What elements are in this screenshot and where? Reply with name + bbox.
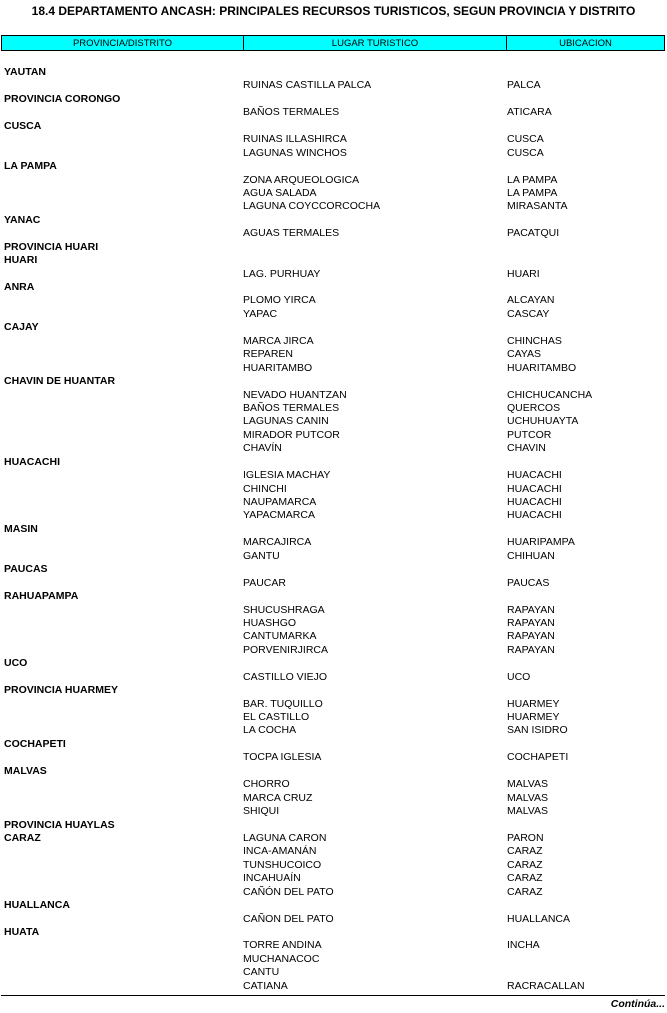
tourist-place-cell: INCAHUAÍN xyxy=(243,872,301,885)
tourist-place-cell: CANTU xyxy=(243,966,280,979)
table-row xyxy=(0,362,667,375)
table-row xyxy=(0,711,667,724)
table-row xyxy=(0,778,667,791)
table-row xyxy=(0,845,667,858)
table-row xyxy=(0,308,667,321)
table-row xyxy=(0,321,667,334)
tourist-place-cell: MUCHANACOC xyxy=(243,952,320,965)
province-district-cell: UCO xyxy=(4,657,28,670)
tourist-place-cell: LA COCHA xyxy=(243,724,297,737)
province-district-cell: PROVINCIA HUARMEY xyxy=(4,684,118,697)
tourist-place-cell: AGUA SALADA xyxy=(243,186,317,199)
province-district-cell: YANAC xyxy=(4,213,41,226)
location-cell: HUARITAMBO xyxy=(507,361,577,374)
page-title: 18.4 DEPARTAMENTO ANCASH: PRINCIPALES RECURSOS TURISTICOS, SEGUN PROVINCIA Y DISTRITO xyxy=(31,4,636,18)
tourist-place-cell: GANTU xyxy=(243,549,280,562)
table-row xyxy=(0,899,667,912)
tourist-place-cell: PLOMO YIRCA xyxy=(243,294,316,307)
location-cell: CHINCHAS xyxy=(507,334,562,347)
table-row xyxy=(0,375,667,388)
table-row xyxy=(0,724,667,737)
tourist-place-cell: INCA-AMANÁN xyxy=(243,845,317,858)
tourist-place-cell: BAR. TUQUILLO xyxy=(243,697,323,710)
location-cell: PAUCAS xyxy=(507,576,550,589)
tourist-place-cell: RUINAS ILLASHIRCA xyxy=(243,133,347,146)
table-row xyxy=(0,348,667,361)
location-cell: HUALLANCA xyxy=(507,912,571,925)
table-row xyxy=(0,93,667,106)
location-cell: UCHUHUAYTA xyxy=(507,415,579,428)
table-row xyxy=(0,980,667,993)
province-district-cell: MALVAS xyxy=(4,764,47,777)
table-row xyxy=(0,630,667,643)
table-bottom-rule xyxy=(1,995,665,996)
tourist-place-cell: HUARITAMBO xyxy=(243,361,313,374)
province-district-cell: PROVINCIA HUARI xyxy=(4,240,99,253)
table-row xyxy=(0,563,667,576)
tourist-place-cell: PORVENIRJIRCA xyxy=(243,643,328,656)
table-row xyxy=(0,751,667,764)
table-row xyxy=(0,187,667,200)
tourist-place-cell: RUINAS CASTILLA PALCA xyxy=(243,79,372,92)
table-row xyxy=(0,577,667,590)
location-cell: LA PAMPA xyxy=(507,186,558,199)
table-row xyxy=(0,966,667,979)
table-row xyxy=(0,120,667,133)
table-row xyxy=(0,765,667,778)
tourist-place-cell: AGUAS TERMALES xyxy=(243,227,340,240)
province-district-cell: CAJAY xyxy=(4,321,39,334)
table-row xyxy=(0,389,667,402)
location-cell: CUSCA xyxy=(507,133,544,146)
table-row xyxy=(0,872,667,885)
location-cell: HUACACHI xyxy=(507,509,562,522)
table-row xyxy=(0,200,667,213)
province-district-cell: PROVINCIA CORONGO xyxy=(4,92,121,105)
table-row xyxy=(0,738,667,751)
province-district-cell: HUARI xyxy=(4,254,38,267)
column-header-ubicacion: UBICACION xyxy=(559,38,612,49)
column-header-lugar: LUGAR TURISTICO xyxy=(244,36,507,50)
table-row xyxy=(0,926,667,939)
location-cell: RAPAYAN xyxy=(507,630,555,643)
table-row xyxy=(0,241,667,254)
location-cell: RAPAYAN xyxy=(507,603,555,616)
province-district-cell: LA PAMPA xyxy=(4,160,57,173)
location-cell: SAN ISIDRO xyxy=(507,724,568,737)
province-district-cell: YAUTAN xyxy=(4,66,47,78)
province-district-cell: CUSCA xyxy=(4,119,42,132)
table-row xyxy=(0,483,667,496)
province-district-cell: ANRA xyxy=(4,281,35,293)
location-cell: PACATQUI xyxy=(507,227,560,240)
tourist-place-cell: CATIANA xyxy=(243,979,288,992)
location-cell: RAPAYAN xyxy=(507,616,555,629)
tourist-place-cell: HUASHGO xyxy=(243,616,297,629)
location-cell: INCHA xyxy=(507,939,540,952)
location-cell: RACRACALLAN xyxy=(507,979,585,992)
table-row xyxy=(0,684,667,697)
table-row xyxy=(0,160,667,173)
table-row xyxy=(0,604,667,617)
table-row xyxy=(0,523,667,536)
tourist-place-cell: ZONA ARQUEOLOGICA xyxy=(243,173,360,186)
location-cell: MALVAS xyxy=(507,805,549,818)
tourist-place-cell: MARCAJIRCA xyxy=(243,536,312,549)
location-cell: CARAZ xyxy=(507,872,543,885)
province-district-cell: PAUCAS xyxy=(4,563,48,576)
table-row xyxy=(0,953,667,966)
table-row xyxy=(0,550,667,563)
table-row xyxy=(0,657,667,670)
tourist-place-cell: IGLESIA MACHAY xyxy=(243,469,331,482)
location-cell: UCO xyxy=(507,670,531,683)
tourist-place-cell: LAGUNAS CANIN xyxy=(243,415,329,428)
table-row xyxy=(0,496,667,509)
tourist-place-cell: YAPAC xyxy=(243,307,278,320)
table-row xyxy=(0,66,667,79)
continues-note: Continúa... xyxy=(610,998,665,1010)
tourist-place-cell: SHUCUSHRAGA xyxy=(243,603,325,616)
tourist-place-cell: MARCA CRUZ xyxy=(243,791,313,804)
table-row xyxy=(0,402,667,415)
location-cell: PARON xyxy=(507,831,544,844)
province-district-cell: HUACACHI xyxy=(4,455,60,468)
table-row xyxy=(0,254,667,267)
table-row xyxy=(0,429,667,442)
table-row xyxy=(0,859,667,872)
table-row xyxy=(0,147,667,160)
province-district-cell: CHAVIN DE HUANTAR xyxy=(4,375,116,388)
tourist-place-cell: CHINCHI xyxy=(243,482,287,495)
tourist-place-cell: CASTILLO VIEJO xyxy=(243,670,328,683)
location-cell: ATICARA xyxy=(507,106,552,119)
tourist-place-cell: LAGUNAS WINCHOS xyxy=(243,146,347,159)
tourist-place-cell: LAGUNA COYCCORCOCHA xyxy=(243,200,381,213)
tourist-place-cell: BAÑOS TERMALES xyxy=(243,106,340,119)
location-cell: MIRASANTA xyxy=(507,200,568,213)
location-cell: HUARI xyxy=(507,267,540,280)
table-row xyxy=(0,590,667,603)
location-cell: HUACACHI xyxy=(507,496,562,508)
location-cell: HUACACHI xyxy=(507,482,562,495)
table-row xyxy=(0,214,667,227)
table-row xyxy=(0,294,667,307)
table-row xyxy=(0,886,667,899)
province-district-cell: HUATA xyxy=(4,926,40,938)
tourist-place-cell: NAUPAMARCA xyxy=(243,496,317,508)
tourist-place-cell: EL CASTILLO xyxy=(243,711,310,723)
location-cell: HUARMEY xyxy=(507,711,560,723)
province-district-cell: HUALLANCA xyxy=(4,899,70,912)
column-header-provincia: PROVINCIA/DISTRITO xyxy=(2,36,244,50)
location-cell: HUARIPAMPA xyxy=(507,536,575,549)
province-district-cell: COCHAPETI xyxy=(4,737,66,750)
location-cell: ALCAYAN xyxy=(507,294,555,307)
location-cell: CHAVIN xyxy=(507,442,546,455)
table-row xyxy=(0,698,667,711)
table-row xyxy=(0,792,667,805)
tourist-place-cell: TOCPA IGLESIA xyxy=(243,751,322,764)
table-row xyxy=(0,913,667,926)
table-row xyxy=(0,469,667,482)
location-cell: MALVAS xyxy=(507,791,549,804)
location-cell: CARAZ xyxy=(507,885,543,898)
table-row xyxy=(0,832,667,845)
tourist-place-cell: YAPACMARCA xyxy=(243,509,315,522)
table-row xyxy=(0,819,667,832)
location-cell: CHICHUCANCHA xyxy=(507,388,593,401)
tourist-place-cell: PAUCAR xyxy=(243,576,286,589)
table-row xyxy=(0,509,667,522)
table-row xyxy=(0,268,667,281)
province-district-cell: MASIN xyxy=(4,522,38,535)
table-body xyxy=(0,66,667,993)
table-row xyxy=(0,671,667,684)
tourist-place-cell: TUNSHUCOICO xyxy=(243,858,322,871)
province-district-cell: PROVINCIA HUAYLAS xyxy=(4,818,115,831)
table-row xyxy=(0,415,667,428)
location-cell: CHIHUAN xyxy=(507,549,555,562)
table-row xyxy=(0,939,667,952)
location-cell: MALVAS xyxy=(507,778,549,791)
tourist-place-cell: BAÑOS TERMALES xyxy=(243,401,340,414)
location-cell: PALCA xyxy=(507,79,541,92)
tourist-place-cell: SHIQUI xyxy=(243,805,280,818)
tourist-place-cell: CANTUMARKA xyxy=(243,630,317,643)
location-cell: CARAZ xyxy=(507,845,543,858)
tourist-place-cell: TORRE ANDINA xyxy=(243,939,322,952)
location-cell: PUTCOR xyxy=(507,428,552,441)
location-cell: CASCAY xyxy=(507,307,550,320)
location-cell: HUACACHI xyxy=(507,469,562,482)
tourist-place-cell: NEVADO HUANTZAN xyxy=(243,388,347,401)
table-row xyxy=(0,536,667,549)
tourist-place-cell: MIRADOR PUTCOR xyxy=(243,428,340,441)
location-cell: CUSCA xyxy=(507,146,544,159)
tourist-place-cell: REPAREN xyxy=(243,348,293,361)
table-row xyxy=(0,133,667,146)
tourist-place-cell: CHAVÍN xyxy=(243,442,282,455)
location-cell: QUERCOS xyxy=(507,401,561,414)
location-cell: LA PAMPA xyxy=(507,173,558,186)
table-row xyxy=(0,174,667,187)
tourist-place-cell: CAÑÓN DEL PATO xyxy=(243,885,334,898)
tourist-place-cell: CAÑON DEL PATO xyxy=(243,912,334,925)
tourist-place-cell: LAGUNA CARON xyxy=(243,831,327,844)
tourist-place-cell: MARCA JIRCA xyxy=(243,334,314,347)
tourist-place-cell: CHORRO xyxy=(243,778,290,791)
province-district-cell: RAHUAPAMPA xyxy=(4,590,79,603)
tourist-place-cell: LAG. PURHUAY xyxy=(243,267,321,280)
table-header xyxy=(1,35,665,51)
table-row xyxy=(0,644,667,657)
table-row xyxy=(0,106,667,119)
table-row xyxy=(0,805,667,818)
table-row xyxy=(0,335,667,348)
location-cell: CAYAS xyxy=(507,348,542,361)
table-row xyxy=(0,442,667,455)
table-row xyxy=(0,227,667,240)
location-cell: HUARMEY xyxy=(507,697,560,710)
table-row xyxy=(0,281,667,294)
table-row xyxy=(0,617,667,630)
location-cell: RAPAYAN xyxy=(507,643,555,656)
table-row xyxy=(0,79,667,92)
table-row xyxy=(0,456,667,469)
location-cell: COCHAPETI xyxy=(507,751,569,764)
location-cell: CARAZ xyxy=(507,858,543,871)
province-district-cell: CARAZ xyxy=(4,831,41,844)
